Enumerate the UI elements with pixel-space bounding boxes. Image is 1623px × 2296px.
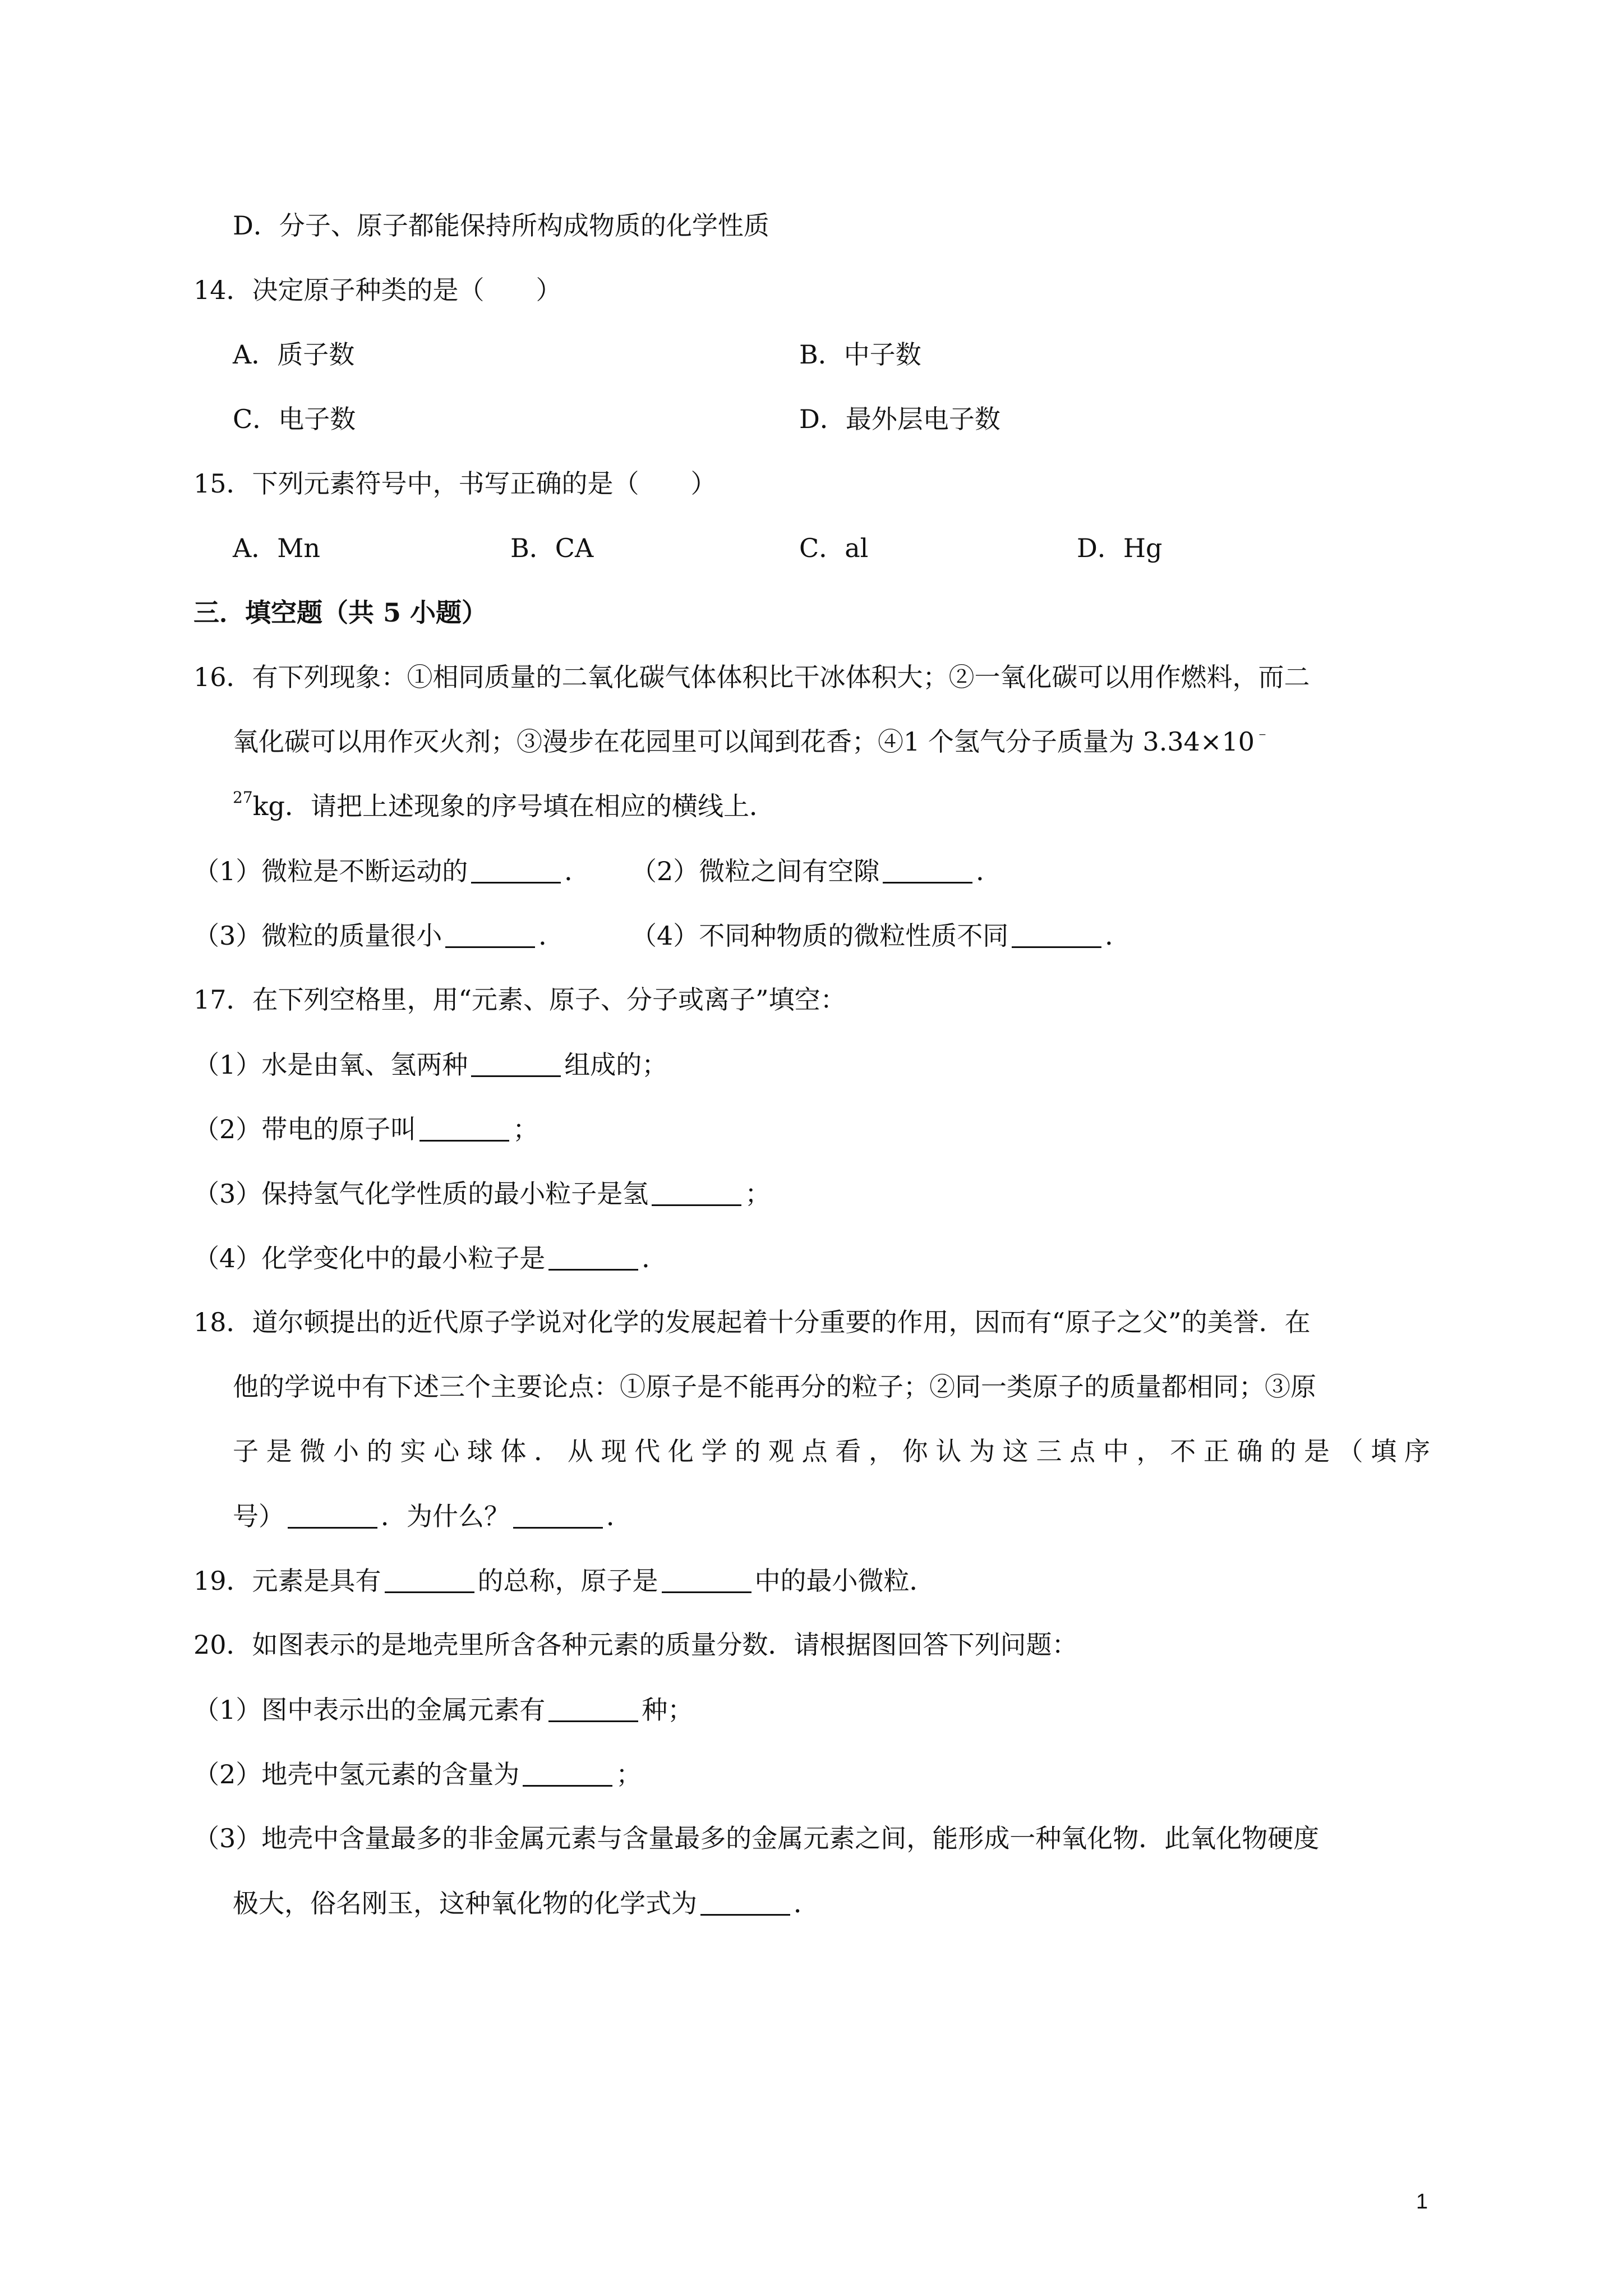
q18-line-2: 他的学说中有下述三个主要论点：①原子是不能再分的粒子；②同一类原子的质量都相同；③原 <box>233 1372 1316 1402</box>
q14-option-c: C．电子数 <box>233 404 356 434</box>
answer-blank[interactable] <box>1012 918 1101 948</box>
q16-part-3: （3）微粒的质量很小 ． <box>193 918 564 953</box>
q18-line-1: 18．道尔顿提出的近代原子学说对化学的发展起着十分重要的作用，因而有“原子之父”的美誉．在 <box>193 1307 1311 1337</box>
section-heading: 三．填空题（共 5 小题） <box>193 597 488 628</box>
answer-blank[interactable] <box>548 1692 638 1722</box>
q17-part-2: （2）带电的原子叫 ； <box>193 1112 538 1146</box>
q15-option-a: A．Mn <box>233 533 320 563</box>
q17-stem: 17．在下列空格里，用“元素、原子、分子或离子”填空： <box>193 984 846 1015</box>
q16-line-1: 16．有下列现象：①相同质量的二氧化碳气体体积比干冰体积大；②一氧化碳可以用作燃料，而二 <box>193 662 1310 692</box>
q16-part-1: （1）微粒是不断运动的 ． <box>193 854 590 888</box>
answer-blank[interactable] <box>700 1886 790 1916</box>
answer-blank[interactable] <box>385 1563 474 1593</box>
q20-part-3-line-2: 极大，俗名刚玉，这种氧化物的化学式为 ． <box>233 1886 819 1920</box>
q20-stem: 20．如图表示的是地壳里所含各种元素的质量分数．请根据图回答下列问题： <box>193 1630 1078 1660</box>
q15-stem: 15．下列元素符号中，书写正确的是（ ） <box>193 468 717 499</box>
answer-blank[interactable] <box>471 1047 561 1077</box>
answer-blank[interactable] <box>513 1499 603 1529</box>
q20-part-2: （2）地壳中氢元素的含量为 ； <box>193 1757 642 1791</box>
answer-blank[interactable] <box>662 1563 751 1593</box>
q19-line: 19．元素是具有 的总称，原子是 中的最小微粒． <box>193 1563 935 1598</box>
answer-blank[interactable] <box>288 1499 377 1529</box>
answer-blank[interactable] <box>523 1757 612 1787</box>
q15-option-b: B．CA <box>510 533 594 563</box>
q14-option-b: B．中子数 <box>799 339 921 370</box>
answer-blank[interactable] <box>445 918 535 948</box>
q13-option-d: D．分子、原子都能保持所构成物质的化学性质 <box>233 210 769 241</box>
answer-blank[interactable] <box>419 1112 509 1142</box>
q17-part-4: （4）化学变化中的最小粒子是 ． <box>193 1241 667 1275</box>
q16-exponent-digits: 27 <box>233 788 253 807</box>
q18-line-4: 号） ．为什么？ ． <box>233 1499 632 1533</box>
q16-exponent-sign: ﹣ <box>1255 724 1271 742</box>
q18-line-3: 子是微小的实心球体．从现代化学的观点看，你认为这三点中，不正确的是（填序 <box>233 1436 1430 1466</box>
answer-blank[interactable] <box>471 854 561 884</box>
q15-option-d: D．Hg <box>1077 533 1163 563</box>
q16-line-3: $^{27}$kg．请把上述现象的序号填在相应的横线上． <box>233 788 775 821</box>
answer-blank[interactable] <box>652 1176 741 1206</box>
q16-line-2: 氧化碳可以用作灭火剂；③漫步在花园里可以闻到花香；④1 个氢气分子质量为 3.34×10﹣ <box>233 724 1271 757</box>
q20-part-1: （1）图中表示出的金属元素有 种； <box>193 1692 693 1727</box>
q17-part-3: （3）保持氢气化学性质的最小粒子是氢 ； <box>193 1176 771 1211</box>
q16-part-4: （4）不同种物质的微粒性质不同 ． <box>631 918 1131 953</box>
answer-blank[interactable] <box>548 1241 638 1271</box>
q14-option-d: D．最外层电子数 <box>799 404 1000 434</box>
page-number: 1 <box>1416 2190 1428 2214</box>
answer-blank[interactable] <box>883 854 972 884</box>
q17-part-1: （1）水是由氧、氢两种 组成的； <box>193 1047 667 1082</box>
q16-part-2: （2）微粒之间有空隙 ． <box>631 854 1002 888</box>
q14-stem: 14．决定原子种类的是（ ） <box>193 275 562 305</box>
q14-option-a: A．质子数 <box>233 339 355 370</box>
q15-option-c: C．al <box>799 533 869 563</box>
q20-part-3-line-1: （3）地壳中含量最多的非金属元素与含量最多的金属元素之间，能形成一种氧化物．此氧化物硬度 <box>193 1823 1320 1853</box>
